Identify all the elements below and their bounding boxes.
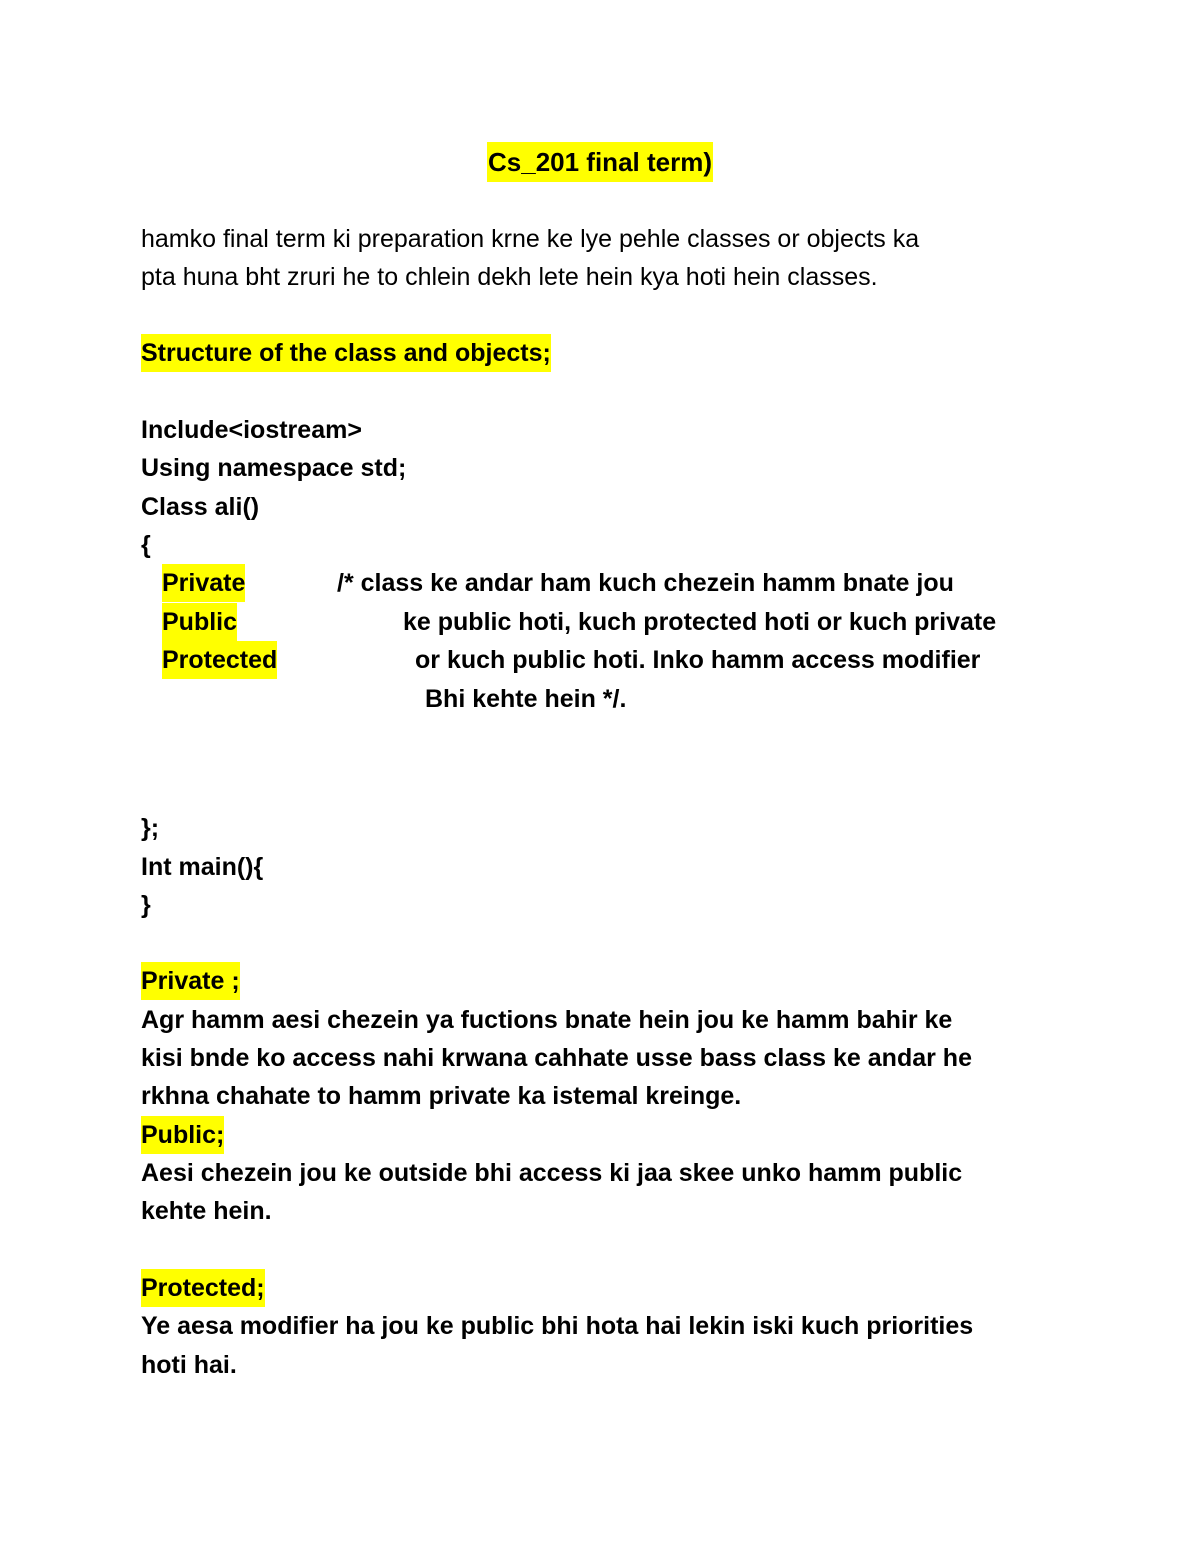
modifier-public [162,603,237,641]
modifier-protected-highlight: Protected [162,641,277,679]
private-text-line-1: Agr hamm aesi chezein ya fuctions bnate hein jou ke hamm bahir ke [141,1006,953,1034]
code-main-decl: Int main(){ [141,853,264,881]
public-heading-highlight: Public; [141,1116,224,1154]
private-text-line-3: rkhna chahate to hamm private ka istemal kreinge. [141,1082,742,1110]
code-close-class: }; [141,814,160,842]
private-text-line-2: kisi bnde ko access nahi krwana cahhate usse bass class ke andar he [141,1044,972,1072]
protected-text-line-1: Ye aesa modifier ha jou ke public bhi hota hai lekin iski kuch priorities [141,1312,974,1340]
comment-line-1: /* class ke andar ham kuch chezein hamm bnate jou [337,569,954,597]
intro-line-1: hamko final term ki preparation krne ke lye pehle classes or objects ka [141,225,920,253]
modifier-private [162,564,245,602]
code-using: Using namespace std; [141,454,407,482]
private-heading [141,962,240,1000]
intro-line-2: pta huna bht zruri he to chlein dekh lete hein kya hoti hein classes. [141,263,878,291]
protected-heading [141,1269,265,1307]
modifier-private-highlight: Private [162,564,245,602]
public-heading [141,1116,224,1154]
public-text-line-1: Aesi chezein jou ke outside bhi access ki jaa skee unko hamm public [141,1159,963,1187]
structure-heading [141,334,551,372]
code-include: Include<iostream> [141,416,362,444]
modifier-protected [162,641,277,679]
public-text-line-2: kehte hein. [141,1197,272,1225]
private-heading-highlight: Private ; [141,962,240,1000]
modifier-public-highlight: Public [162,603,237,641]
protected-text-line-2: hoti hai. [141,1351,237,1379]
code-class-decl: Class ali() [141,493,260,521]
structure-heading-highlight: Structure of the class and objects; [141,334,551,372]
comment-line-2: ke public hoti, kuch protected hoti or kuch private [403,608,997,636]
comment-line-4: Bhi kehte hein */. [425,685,627,713]
code-open-brace: { [141,531,151,559]
code-close-main: } [141,891,151,919]
protected-heading-highlight: Protected; [141,1269,265,1307]
title-highlight: Cs_201 final term) [487,142,713,182]
document-title [0,142,1200,182]
comment-line-3: or kuch public hoti. Inko hamm access modifier [415,646,981,674]
